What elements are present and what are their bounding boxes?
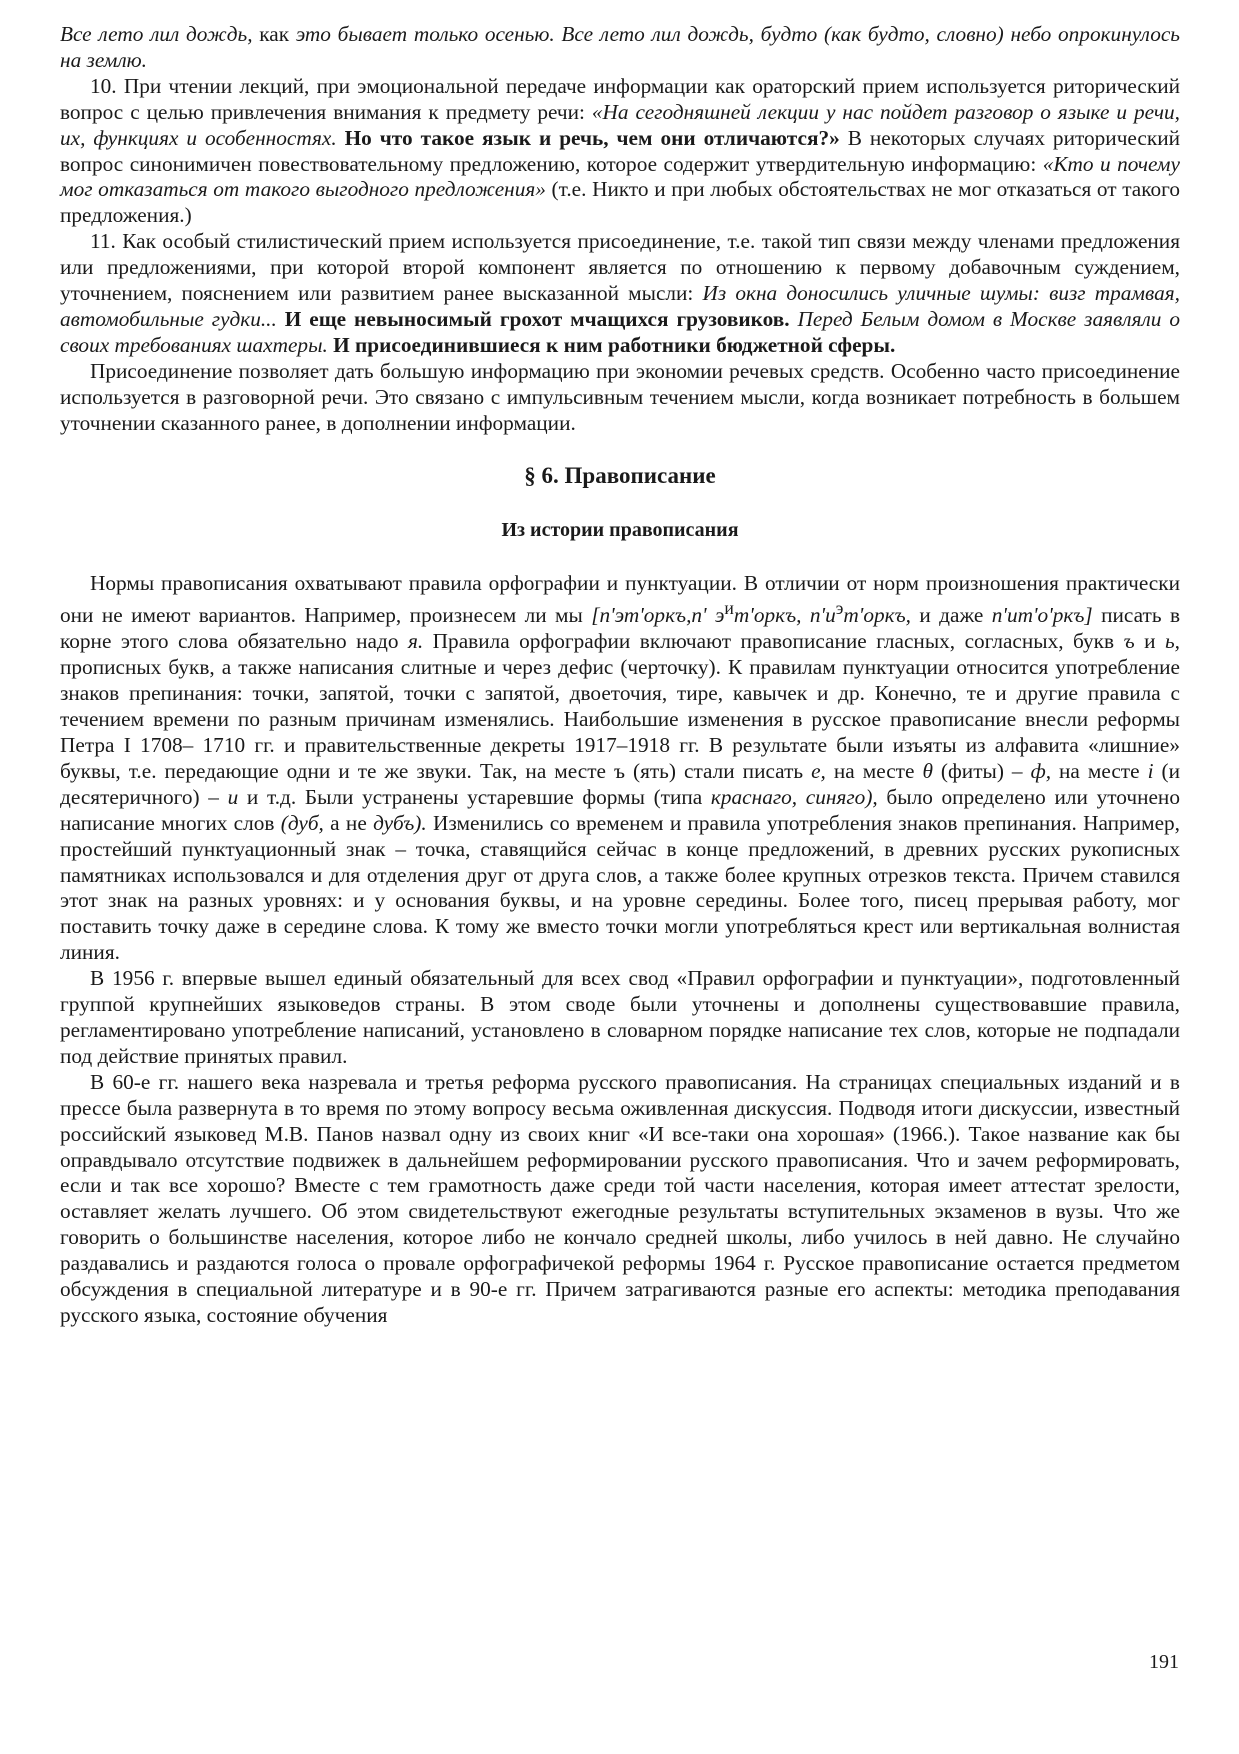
- example-text: е,: [811, 758, 826, 783]
- example-text: ъ: [1123, 629, 1135, 654]
- text-span: (фиты) –: [932, 758, 1031, 783]
- example-text: краснаго, синяго),: [710, 784, 878, 809]
- text-span: Нормы правописания охватывают правила орфографии и пунктуации. В отличии от норм произношения практически они не имеют вариантов. Например, произнесем ли мы: [60, 570, 1180, 628]
- transcription-text: т'оркъ, п'и: [733, 603, 836, 628]
- page-body: [60, 22, 1180, 1329]
- superscript: и: [724, 598, 734, 619]
- text-span: (и десятеричного) –: [60, 758, 1180, 809]
- text-span: и: [1134, 629, 1165, 654]
- text-span: и даже: [910, 603, 992, 628]
- paragraph-60s-reform: В 60-е гг. нашего века назревала и третья реформа русского правописания. На страницах специальных изданий и в прессе была развернута в то время по этому вопросу весьма оживленная дискуссия. Подводя итоги дискуссии, известный российский языковед М.В. Панов назвал одну из своих книг «И все-таки она хорошая» (1966.). Такое название как бы оправдывало отсутствие подвижек в дальнейшем реформировании русского правописания. Что и зачем реформировать, если и так все хорошо? Вместе с тем грамотность даже среди той части населения, которая имеет аттестат зрелости, оставляет желать лучшего. Об этом свидетельствуют ежегодные результаты вступительных экзаменов в вузы. Что же говорить о большинстве населения, которое либо не кончало средней школы, либо училось в ней давно. Не случайно раздавались и раздаются голоса о провале орфографичекой реформы 1964 г. Русское правописание остается предметом обсуждения в специальной литературе и в 90-е гг. Причем затрагиваются разные его аспекты: методика преподавания русского языка, состояние обучения: [60, 1069, 1180, 1327]
- text-span: писать в корне этого слова обязательно надо: [60, 603, 1181, 654]
- text-span: было определено или уточнено написание многих слов: [60, 784, 1180, 835]
- paragraph-item-10: [60, 74, 1180, 229]
- emphasis-text: И присоединившиеся к ним работники бюджетной сферы.: [327, 332, 896, 357]
- paragraph-item-11: [60, 229, 1180, 359]
- example-text: я.: [407, 629, 424, 654]
- text-span: на месте: [1051, 758, 1148, 783]
- example-text: «На сегодняшней лекции у нас пойдет разговор о языке и речи, их, функциях и особенностях.: [60, 99, 1180, 150]
- emphasis-text: И еще невыносимый грохот мчащихся грузовиков.: [276, 306, 790, 331]
- paragraph-attachment: Присоединение позволяет дать большую информацию при экономии речевых средств. Особенно часто присоединение используется в разговорной речи. Это связано с импульсивным течением мысли, когда возникает потребность в большем уточнении сказанного ранее, в дополнении информации.: [60, 358, 1180, 435]
- example-text: (дуб,: [280, 810, 324, 835]
- page-number: 191: [1149, 1651, 1179, 1673]
- text-span: и т.д. Были устранены устаревшие формы (типа: [238, 784, 711, 809]
- example-text: Из окна доносились уличные шумы: визг трамвая, автомобильные гудки...: [60, 281, 1180, 331]
- example-text: Перед Белым домом в Москве заявляли о своих требованиях шахтеры.: [60, 306, 1180, 357]
- paragraph-1956: В 1956 г. впервые вышел единый обязательный для всех свод «Правил орфографии и пунктуации», подготовленный группой крупнейших языковедов страны. В этом своде были уточнены и дополнены существовавшие правила, регламентировано употребление написаний, установлено в словарном порядке написание тех слов, которые не подпадали под действие принятых правил.: [60, 966, 1180, 1068]
- text-span: В некоторых случаях риторический вопрос синонимичен повествовательному предложению, которое содержит утвердительную информацию:: [60, 125, 1180, 176]
- section-title: § 6. Правописание: [524, 462, 716, 488]
- paragraph-continuation: [60, 22, 1180, 74]
- paragraph-norms: [60, 571, 1180, 967]
- emphasis-text: Но что такое язык и речь, чем они отличаются?»: [336, 125, 840, 150]
- subsection-title: Из истории правописания: [501, 518, 739, 541]
- transcription-text: [п'эт'оркъ,п' э: [591, 603, 725, 628]
- text-span: Изменились со временем и правила употребления знаков препинания. Например, простейший пунктуационный знак – точка, ставящийся сейчас в конце предложений, в древних русских рукописных памятниках использовался и для отделения друг от друга слов, а также более крупных отрезков текста. Причем ставился этот знак на разных уровнях: и у основания буквы, и на уровне середины. Более того, писец прерывая работу, мог поставить точку даже в середине слова. К тому же вместо точки могли употребляться крест или вертикальная волнистая линия.: [60, 810, 1180, 965]
- text-span: а не: [323, 810, 374, 835]
- example-text: это бывает только осенью. Все лето лил дождь, будто (как будто, словно) небо опрокинулось на землю.: [60, 22, 1180, 72]
- text-span: (т.е. Никто и при любых обстоятельствах не мог отказаться от такого предложения.): [60, 177, 1181, 228]
- example-text: θ: [922, 758, 933, 783]
- text-span: как: [252, 22, 296, 46]
- text-span: на месте: [825, 758, 923, 783]
- text-span: прописных букв, а также написания слитные и через дефис (черточку). К правилам пунктуации относится употребление знаков препинания: точки, запятой, точки с запятой, двоеточия, тире, кавычек и др. Конечно, те и другие правила с течением времени по разным причинам изменялись. Наибольшие изменения в русское правописание внесли реформы Петра I 1708– 1710 гг. и правительственные декреты 1917–1918 гг. В результате были изъяты из алфавита «лишние» буквы, т.е. передающие одни и те же звуки. Так, на месте ъ (ять) стали писать: [60, 655, 1180, 783]
- example-text: ь,: [1164, 629, 1180, 654]
- transcription-text: п'ит'о'ркъ]: [991, 603, 1093, 628]
- transcription-text: т'оркъ,: [843, 603, 911, 628]
- text-span: 10. При чтении лекций, при эмоциональной передаче информации как ораторский прием используется риторический вопрос с целью привлечения внимания к предмету речи:: [60, 73, 1180, 124]
- superscript: э: [835, 598, 844, 619]
- text-span: 11. Как особый стилистический прием используется присоединение, т.е. такой тип связи между членами предложения или предложениями, при которой второй компонент является по отношению к первому добавочным суждением, уточнением, пояснением или развитием ранее высказанной мысли:: [60, 229, 1180, 306]
- example-text: Все лето лил дождь,: [60, 22, 253, 46]
- text-span: Правила орфографии включают правописание гласных, согласных, букв: [423, 629, 1124, 654]
- example-text: i: [1147, 758, 1154, 783]
- example-text: и: [227, 784, 239, 809]
- example-text: дубъ).: [373, 810, 427, 835]
- example-text: ф,: [1030, 758, 1052, 783]
- example-text: «Кто и почему мог отказаться от такого выгодного предложения»: [60, 151, 1180, 202]
